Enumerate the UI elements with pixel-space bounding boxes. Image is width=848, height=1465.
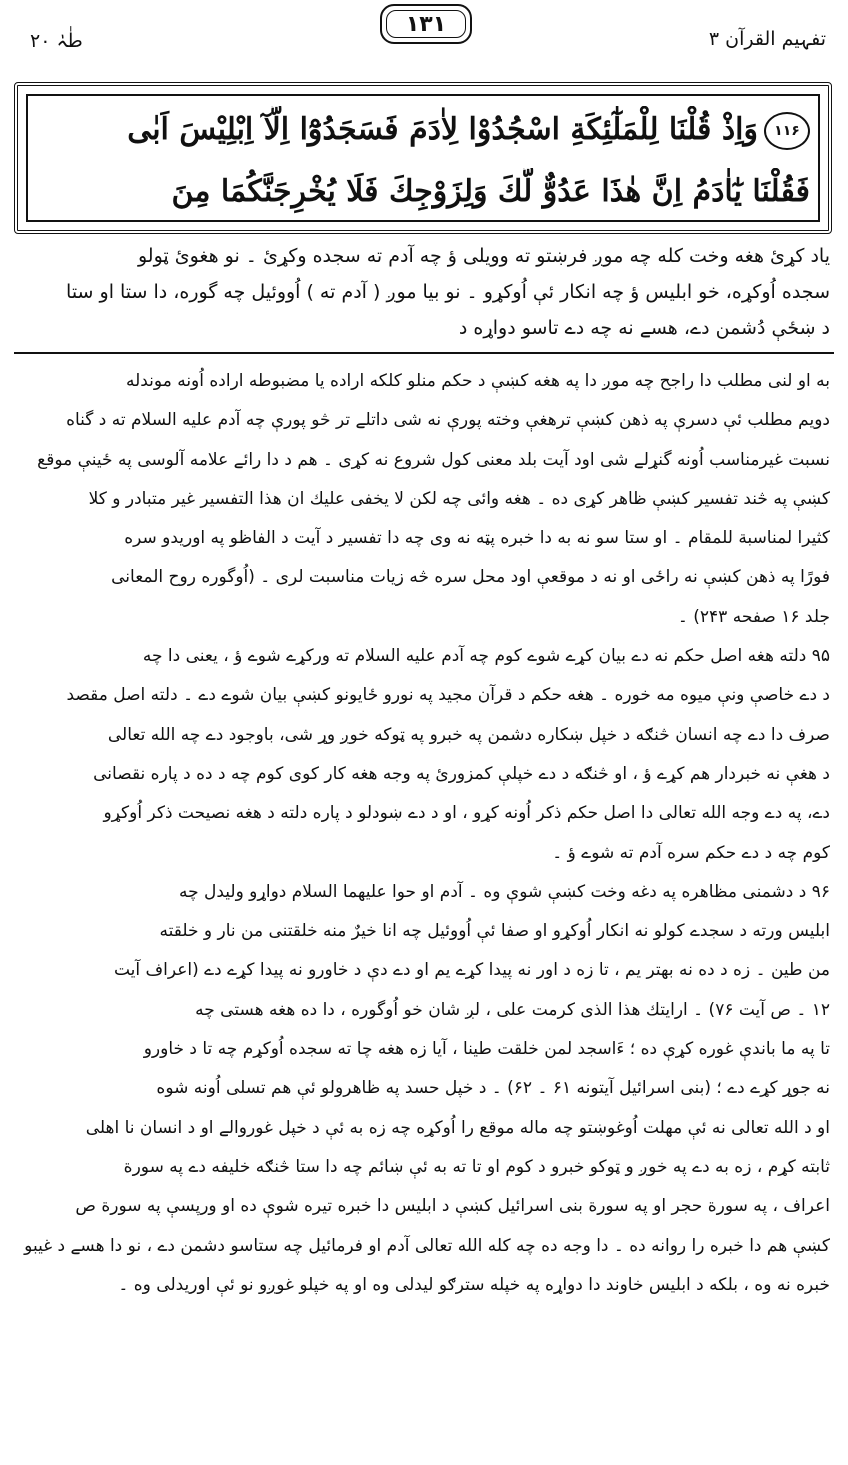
commentary-line: کښې هم دا خبره را روانه ده ۔ دا وجه ده چه کله الله تعالی آدم او فرمائیل چه ستاسو دشمن دے ، نو دا هسے د غیبو xyxy=(24,1235,830,1256)
commentary-line: کثیرا لمناسبة للمقام ۔ او ستا سو نه به دا خبره پټه نه وی چه دا تفسیر د آیت د الفاظو په اوریدو سره xyxy=(124,528,830,549)
commentary-line: به او لنی مطلب دا راجح چه موږ دا په هغه کښې د حکم منلو کلکه اراده یا مضبوطه اراده اُونه موندله xyxy=(125,371,830,391)
translation-line: سجده اُوکړه، خو ابلیس ؤ چه انکار ئې اُوکړو ۔ نو بیا موږ ( آدم ته ) اُووئیل چه گوره، دا ستا او ستا xyxy=(66,281,830,303)
commentary-line: ابلیس ورته د سجدے کولو نه انکار اُوکړو او صفا ئې اُووئیل چه انا خیرٌ منه خلقتنی من نار و خلقته xyxy=(159,921,830,942)
commentary-line: کښې په څند تفسیر کښې ظاهر کړی ده ۔ هغه وائی چه لکن لا یخفی علیك ان هذا التفسیر غیر متبادر و کلا xyxy=(88,488,830,509)
commentary-line: نسبت غیرمناسب اُونه گنړلے شی اود آیت بلد معنی کول شروع نه کړی ۔ هم د دا رائے علامه آلوسی په ځینې موقع xyxy=(37,449,830,470)
commentary-line: جلد ۱۶ صفحه ۲۴۳) ۔ xyxy=(677,606,830,627)
verse-line-1 xyxy=(36,106,810,154)
commentary-line: دویم مطلب ئې دسرې په ذهن کښې ترهغې وخته پورې نه شی داتلے تر څو پورې چه آدم علیه السلام ته د گناه xyxy=(66,410,830,431)
commentary-line: خبره نه وه ، بلکه د ابلیس خاوند دا دواړه په خپله سترګو لیدلی وه او په خپلو غوږو نو ئې اوریدلی وه ۔ xyxy=(118,1274,830,1295)
commentary-line: نه جوړ کړے دے ؛ (بنی اسرائیل آیتونه ۶۱ ۔ ۶۲) ۔ د خپل حسد په ظاهرولو ئې هم تسلی اُونه شوه xyxy=(156,1078,830,1099)
commentary-line: صرف دا دے چه انسان څنګه د خپل ښکاره دشمن په خبرو په ټوکه خوږ وړ شی، باوجود دے چه الله تعالی xyxy=(107,724,830,745)
commentary-line: اعراف ، په سورة حجر او په سورة بنی اسرائیل کښې د ابلیس دا خبره تیره شوې ده او ورپسې په سورة ص xyxy=(75,1196,830,1217)
commentary-line: او د الله تعالی نه ئې مهلت اُوغوښتو چه ماله موقع را اُوکړه چه زه به ئې د خپل غوروالے او د انسان نا اهلی xyxy=(85,1117,830,1138)
commentary-line: کوم چه د دے حکم سره آدم ته شوے ؤ ۔ xyxy=(552,842,830,863)
surah-reference: طٰہٰ ۲۰ xyxy=(30,30,83,52)
translation-line: یاد کړئ هغه وخت کله چه موږ فرښتو ته وویلی ؤ چه آدم ته سجده وکړئ ۔ نو هغوئ ټولو xyxy=(137,245,830,267)
verse-frame-inner xyxy=(26,94,820,222)
footnote-95-line: ۹۵ دلته هغه اصل حکم نه دے بیان کړے شوے کوم چه آدم علیه السلام ته ورکړے شوے ؤ ، یعنی دا چه xyxy=(142,646,830,667)
translation-line: د ښځې دُشمن دے، هسے نه چه دے تاسو دواړه د xyxy=(458,317,830,339)
commentary-line: د هغې نه خبردار هم کړے ؤ ، او څنګه د دے خپلې کمزورئ په وجه هغه کار کوی کوم چه د ده د پاره نقصانی xyxy=(93,763,830,784)
commentary-block xyxy=(18,362,830,1305)
commentary-line: دے، په دے وجه الله تعالی دا اصل حکم ذکر اُونه کړو ، او د دے ښودلو د پاره دلته د هغه نصیحت ذکر اُوکړو xyxy=(103,803,830,824)
page-header xyxy=(0,0,848,80)
commentary-line: تا په ما باندې غوره کړې ده ؛ ءَاسجد لمن خلقت طینا ، آیا زه هغه چا ته سجده اُوکړم چه تا د خاورو xyxy=(143,1039,830,1060)
verse-line-2: فَقُلْنَا يٰٓاٰدَمُ اِنَّ هٰذَا عَدُوٌّ لَّكَ وَلِزَوْجِكَ فَلَا يُخْرِجَنَّكُمَا مِنَ xyxy=(171,174,810,209)
commentary-line: ثابته کړم ، زه به دے په خوږ و ټوکو خبرو د کوم او تا ته به ئې ښائم چه دا ستا څنګه خلیفه دے په سورة xyxy=(123,1156,830,1177)
page-number: ۱۳۱ xyxy=(380,4,472,44)
commentary-line: ۱۲ ۔ ص آیت ۷۶) ۔ ارایتك هذا الذی کرمت علی ، لږ شان خو اُوگوره ، دا ده هغه هستی چه xyxy=(195,999,830,1020)
commentary-line: د دے خاصې ونې میوه مه خوره ۔ هغه حکم د قرآن مجید په نورو ځایونو کښې بیان شوے دے ۔ دلته اصل مقصد xyxy=(66,685,830,706)
verse-frame xyxy=(14,82,832,234)
book-title: تفہیم القرآن ۳ xyxy=(708,28,826,50)
commentary-line: من طین ۔ زه د ده نه بهتر یم ، تا زه د اور نه پیدا کړے یم او دے دې د خاورو نه پیدا کړے دے (اعراف آیت xyxy=(113,960,830,981)
footnote-96-line: ۹۶ د دشمنی مظاهره په دغه وخت کښې شوې وه ۔ آدم او حوا علیهما السلام دواړو ولیدل چه xyxy=(178,881,830,902)
verse-text-1: وَاِذْ قُلْنَا لِلْمَلٰٓئِكَةِ اسْجُدُوْا لِاٰدَمَ فَسَجَدُوْٓا اِلَّآ اِبْلِيْسَ اَبٰى xyxy=(127,112,758,147)
translation-block xyxy=(18,238,830,348)
commentary-line: فورًا په ذهن کښې نه راځی او نه د موقعې اود محل سره څه زیات مناسبت لری ۔ (اُوگوره روح المعانی xyxy=(111,567,830,588)
section-divider xyxy=(14,352,834,354)
ayah-number-marker: ۱۱۶ xyxy=(764,112,810,150)
